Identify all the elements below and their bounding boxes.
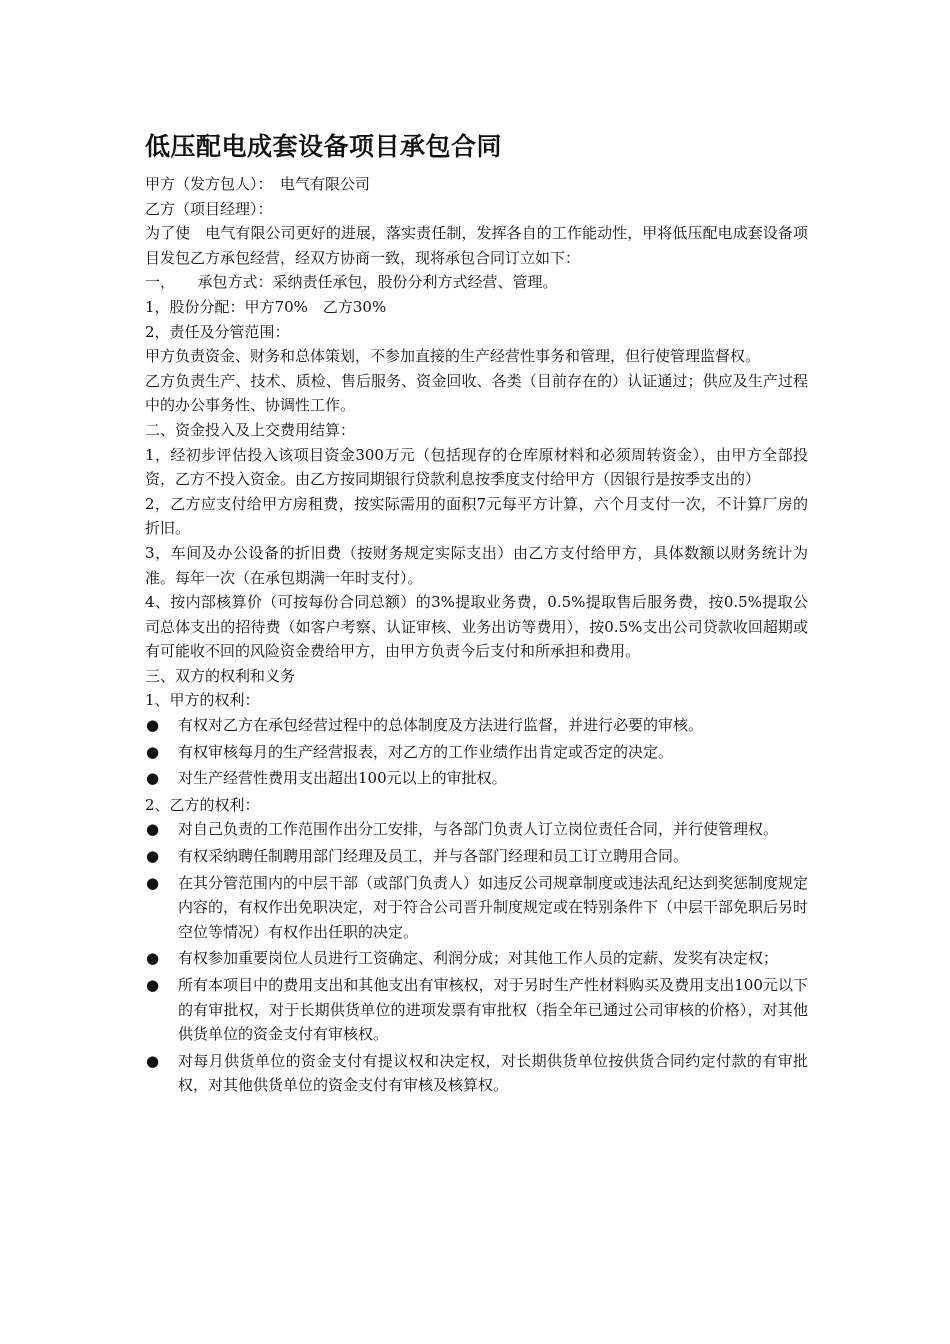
list-item-text: 有权参加重要岗位人员进行工资确定、利润分成；对其他工作人员的定薪、发奖有决定权；: [178, 949, 779, 968]
contract-document: [145, 130, 808, 1100]
preamble-paragraph: 为了使 电气有限公司更好的进展，落实责任制，发挥各自的工作能动性，甲将低压配电成套设备项目发包乙方承包经营，经双方协商一致，现将承包合同订立如下：: [145, 224, 808, 267]
bullet-icon: ●: [146, 742, 160, 761]
list-item: [145, 946, 808, 971]
list-item-text: 对生产经营性费用支出超出100元以上的审批权。: [178, 769, 507, 788]
list-item: [145, 973, 808, 1047]
party-b-rights-list: [145, 817, 808, 1098]
section-three-heading: 三、双方的权利和义务: [145, 666, 296, 685]
list-item: [145, 1049, 808, 1098]
bullet-icon: ●: [146, 1051, 160, 1070]
section-one-heading: 一， 承包方式：采纳责任承包，股份分利方式经营、管理。: [145, 273, 558, 292]
bullet-icon: ●: [146, 873, 160, 892]
list-item-text: 有权采纳聘任制聘用部门经理及员工，并与各部门经理和员工订立聘用合同。: [178, 847, 689, 866]
list-item: [145, 740, 808, 765]
list-item-text: 所有本项目中的费用支出和其他支出有审核权，对于另时生产性材料购买及费用支出100元以下的有审批权，对于长期供货单位的进项发票有审批权（指全年已通过公司审核的价格），对其他供货单位的资金支付有审核权。: [178, 976, 808, 1044]
document-title: 低压配电成套设备项目承包合同: [145, 132, 503, 161]
party-b-responsibility: 乙方负责生产、技术、质检、售后服务、资金回收、各类（目前存在的）认证通过；供应及生产过程中的办公事务性、协调性工作。: [145, 371, 808, 415]
bullet-icon: ●: [146, 716, 160, 735]
section-two-heading: 二、资金投入及上交费用结算：: [145, 420, 356, 439]
investment-clause-4: 4、按内部核算价（可按每份合同总额）的3%提取业务费，0.5%提取售后服务费，按0.5%提取公司总体支出的招待费（如客户考察、认证审核、业务出访等费用），按0.5%支出公司贷款收回超期或有可能收不回的风险资金费给甲方，由甲方负责今后支付和所承担和费用。: [145, 593, 808, 661]
responsibility-heading: 2，责任及分管范围：: [145, 322, 290, 341]
list-item-text: 有权审核每月的生产经营报表，对乙方的工作业绩作出肯定或否定的决定。: [178, 742, 674, 761]
list-item: [145, 871, 808, 945]
party-a-line: 甲方（发方包人）： 电气有限公司: [145, 175, 371, 193]
list-item-text: 对自己负责的工作范围作出分工安排，与各部门负责人订立岗位责任合同，并行使管理权。: [178, 820, 779, 839]
bullet-icon: ●: [146, 769, 160, 788]
party-a-rights-heading: 1、甲方的权利：: [145, 691, 260, 710]
list-item-text: 有权对乙方在承包经营过程中的总体制度及方法进行监督，并进行必要的审核。: [178, 716, 704, 735]
bullet-icon: ●: [146, 820, 160, 839]
party-b-rights-heading: 2、乙方的权利：: [145, 795, 260, 814]
list-item: [145, 713, 808, 738]
investment-clause-3: 3，车间及办公设备的折旧费（按财务规定实际支出）由乙方支付给甲方，具体数额以财务统计为准。每年一次（在承包期满一年时支付）。: [145, 543, 808, 587]
list-item: [145, 766, 808, 791]
bullet-icon: ●: [146, 949, 160, 968]
investment-clause-2: 2，乙方应支付给甲方房租费，按实际需用的面积7元每平方计算，六个月支付一次，不计算厂房的折旧。: [145, 494, 808, 538]
list-item: [145, 817, 808, 842]
share-allocation: 1，股份分配：甲方70% 乙方30%: [145, 297, 387, 316]
list-item: [145, 844, 808, 869]
party-b-line: 乙方（项目经理）：: [145, 199, 273, 218]
party-a-responsibility: 甲方负责资金、财务和总体策划，不参加直接的生产经营性事务和管理，但行使管理监督权。: [145, 347, 761, 366]
section-intro: [145, 172, 808, 713]
investment-clause-1: 1，经初步评估投入该项目资金300万元（包括现存的仓库原材料和必须周转资金），由甲方全部投资，乙方不投入资金。由乙方按同期银行贷款利息按季度支付给甲方（因银行是按季支出的）: [145, 445, 808, 489]
list-item-text: 对每月供货单位的资金支付有提议权和决定权，对长期供货单位按供货合同约定付款的有审批权，对其他供货单位的资金支付有审核及核算权。: [178, 1051, 808, 1095]
party-a-rights-list: [145, 713, 808, 791]
bullet-icon: ●: [146, 847, 160, 866]
bullet-icon: ●: [146, 976, 160, 994]
list-item-text: 在其分管范围内的中层干部（或部门负责人）如违反公司规章制度或违法乱纪达到奖惩制度规定内容的，有权作出免职决定，对于符合公司晋升制度规定或在特别条件下（中层干部免职后另时空位等情况）有权作出任职的决定。: [178, 873, 809, 941]
